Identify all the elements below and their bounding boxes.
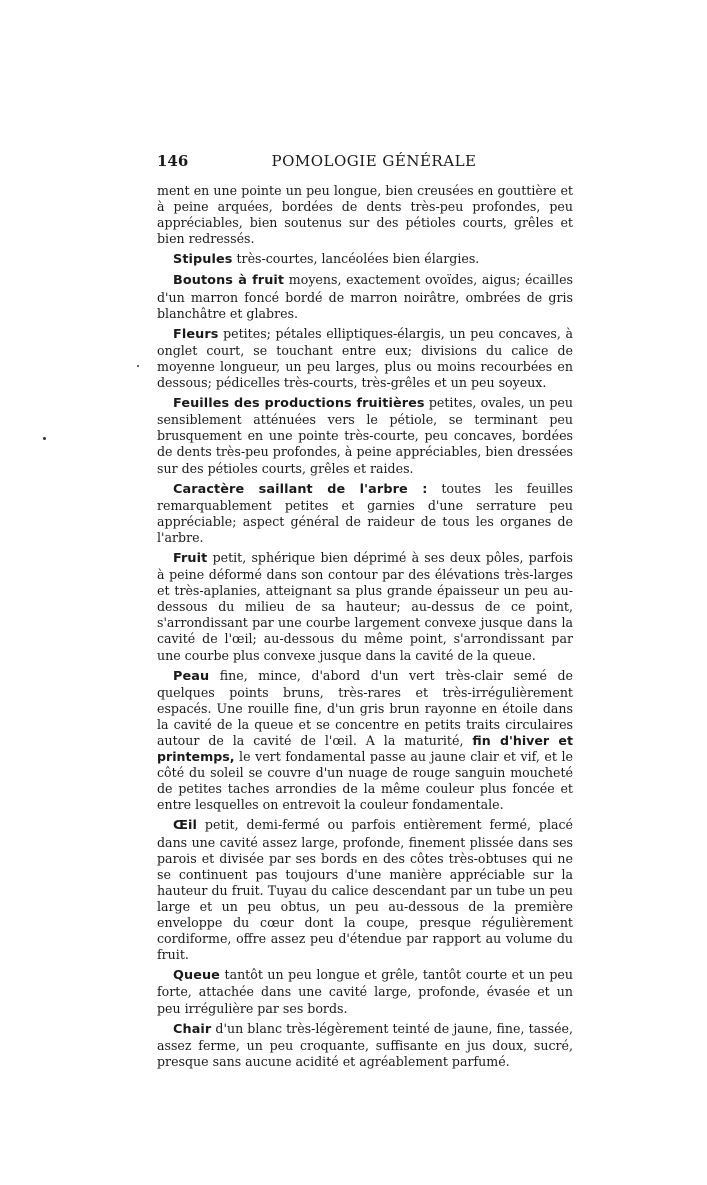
paragraph-boutons — [157, 272, 573, 321]
maturity-season: fin d'hiver et printemps, — [157, 733, 573, 765]
paragraph-text: petit, sphérique bien déprimé à ses deux pôles, parfois à peine déformé dans son contour par des élévations très-larges et très-aplanies, atteignant sa plus grande épaisseur un peu au-dessous du milieu de sa hauteur; au-dessus de ce point, s'arrondissant par une courbe largement convexe jusque dans la cavité de l'œil; au-dessous du même point, s'arrondissant par une courbe plus convexe jusque dans la cavité de la queue. — [157, 549, 573, 663]
paragraph-text: petites; pétales elliptiques-élargis, un peu concaves, à onglet court, se touchant entre eux; divisions du calice de moyenne longueur, un peu larges, plus ou moins recourbées en dessous; pédicelles très-courts, très-grêles et un peu soyeux. — [157, 325, 573, 391]
paragraph-text: toutes les feuilles remarquablement petites et garnies d'une serrature peu appréciable; aspect général de raideur de tous les organes de l'arbre. — [157, 480, 573, 545]
paragraph-text: très-courtes, lancéolées bien élargies. — [232, 251, 480, 267]
section-heading: Stipules — [173, 252, 233, 268]
section-heading: Chair — [173, 1021, 212, 1037]
paragraph-text: moyens, exactement ovoïdes, aigus; écailles d'un marron foncé bordé de marron noirâtre, ombrées de gris blanchâtre et glabres. — [157, 272, 573, 321]
paragraph-fruit — [157, 550, 573, 664]
page-number: 146 — [157, 152, 189, 170]
paragraph-queue — [157, 967, 573, 1016]
section-heading: Fruit — [173, 550, 208, 566]
section-heading: Feuilles des productions fruitières — [173, 396, 425, 412]
paragraph-fleurs — [157, 326, 573, 391]
running-head: POMOLOGIE GÉNÉRALE — [271, 152, 477, 170]
body-text — [157, 183, 573, 1074]
paragraph-text: le vert fondamental passe au jaune clair et vif, et le côté du soleil se couvre d'un nuage de rouge sanguin moucheté de petites taches arrondies de la même couleur plus foncée et entre lesquelles on entrevoit la couleur fondamentale. — [157, 749, 573, 813]
margin-speck — [137, 365, 139, 367]
page-header — [157, 152, 573, 174]
section-heading: Peau — [173, 668, 210, 684]
section-heading: Œil — [173, 818, 198, 834]
paragraph-text: d'un blanc très-légèrement teinté de jaune, fine, tassée, assez ferme, un peu croquante, suffisante en jus doux, sucré, presque sans aucune acidité et agréablement parfumé. — [157, 1020, 573, 1069]
paragraph-stipules — [157, 251, 573, 268]
paragraph-text: fine, mince, d'abord d'un vert très-clair semé de quelques points bruns, très-rares et très-irrégulièrement espacés. Une rouille fine, d'un gris brun rayonne en étoile dans la cavité de la queue et se concentre en petits traits circulaires autour de la cavité de l'œil. A la maturité, — [157, 667, 573, 748]
paragraph-text: petit, demi-fermé ou parfois entièrement fermé, placé dans une cavité assez large, profonde, finement plissée dans ses parois et divisée par ses bords en des côtes très-obtuses qui ne se continuent pas toujours d'une manière appréciable sur la hauteur du fruit. Tuyau du calice descendant par un tube un peu large et un peu obtus, un peu au-dessous de la première enveloppe du cœur dont la coupe, presque régulièrement cordiforme, offre assez peu d'étendue par rapport au volume du fruit. — [157, 817, 573, 963]
paragraph-peau — [157, 668, 573, 814]
paragraph-feuilles — [157, 395, 573, 476]
section-heading: Boutons à fruit — [173, 273, 285, 289]
margin-speck — [43, 437, 46, 440]
section-heading: Queue — [173, 968, 220, 984]
paragraph-text: petites, ovales, un peu sensiblement atténuées vers le pétiole, se terminant peu brusquement en une pointe très-courte, peu concaves, bordées de dents très-peu profondes, à peine appréciables, bien dressées sur des pétioles courts, grêles et raides. — [157, 395, 573, 476]
section-heading: Fleurs — [173, 326, 219, 342]
paragraph-text: ment en une pointe un peu longue, bien creusées en gouttière et à peine arquées, bordées de dents très-peu profondes, peu appréciables, bien soutenus sur des pétioles courts, grêles et bien redressés. — [157, 183, 573, 247]
paragraph-oeil — [157, 817, 573, 963]
paragraph-chair — [157, 1021, 573, 1070]
paragraph-text: tantôt un peu longue et grêle, tantôt courte et un peu forte, attachée dans une cavité large, profonde, évasée et un peu irrégulière par ses bords. — [157, 967, 573, 1016]
section-heading: Caractère saillant de l'arbre : — [173, 481, 428, 497]
paragraph-caractere — [157, 481, 573, 546]
paragraph-continuation — [157, 183, 573, 247]
